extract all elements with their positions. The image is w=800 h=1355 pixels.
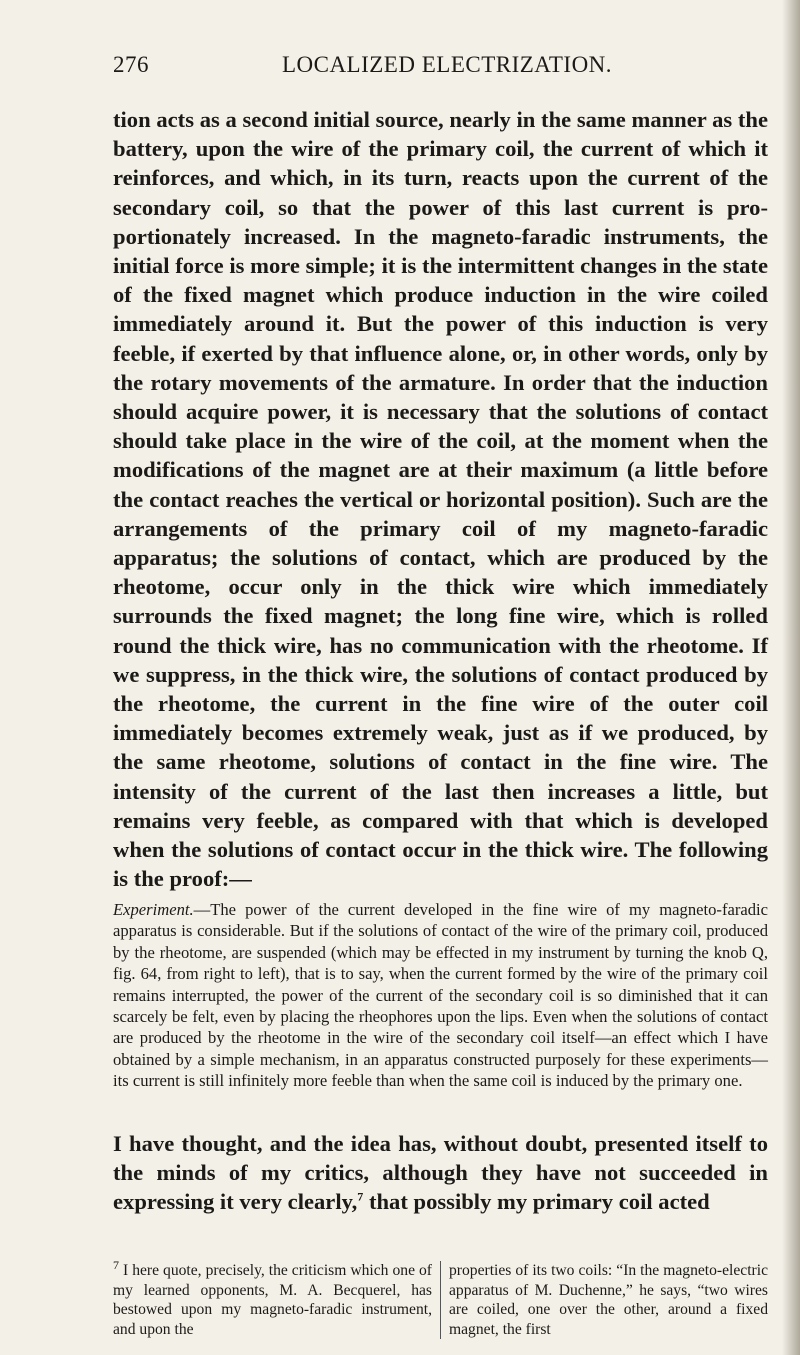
footnote-left-column	[113, 1257, 441, 1339]
footnote-right-text: properties of its two coils: “In the magneto-electric apparatus of M. Duchenne,” he says, “two wires are coiled, one over the other, around a fixed magnet, the first	[449, 1262, 768, 1338]
footnote-number: 7	[113, 1257, 119, 1272]
page-number: 276	[113, 52, 149, 77]
experiment-block	[113, 899, 768, 1092]
running-title: LOCALIZED ELECTRIZATION.	[281, 52, 613, 77]
footnote-reference: 7	[357, 1189, 364, 1204]
experiment-paragraph	[113, 899, 768, 1092]
closing-text-before: I have thought, and the idea has, without doubt, presented itself to the minds of my critics, although they have not succeeded in expressing it very clearly,	[113, 1130, 768, 1214]
closing-paragraph	[113, 1106, 768, 1239]
main-paragraph-text: tion acts as a second initial source, nearly in the same manner as the battery, upon the wire of the primary coil, the current of which it reinforces, and which, in its turn, reacts upon the current of the secondary coil, so that the power of this last current is proportionately increased. In the magneto-faradic instruments, the initial force is more simple; it is the intermittent changes in the state of the fixed magnet which produce induction in the wire coiled immediately around it. But the power of this induction is very feeble, if exerted by that influence alone, or, in other words, only by the rotary movements of the armature. In order that the induction should acquire power, it is necessary that the solutions of contact should take place in the wire of the coil, at the moment when the modifications of the magnet are at their maximum (a little before the contact reaches the vertical or horizontal position). Such are the arrangements of the primary coil of my magneto-faradic apparatus; the solutions of contact, which are produced by the rheotome, occur only in the thick wire which immediately surrounds the fixed magnet; the long fine wire, which is rolled round the thick wire, has no communication with the rheotome. If we suppress, in the thick wire, the solutions of contact produced by the rheotome, the current in the fine wire of the outer coil immediately becomes extremely weak, just as if we produced, by the same rheotome, solutions of contact in the fine wire. The intensity of the current of the last then increases a little, but remains very feeble, as compared with that which is developed when the solutions of contact occur in the thick wire. The following is the proof:—	[113, 107, 768, 892]
closing-paragraph-text	[113, 1129, 768, 1217]
footnote-right-column	[441, 1261, 768, 1339]
experiment-label: Experiment.	[113, 900, 194, 919]
main-paragraph	[113, 105, 768, 893]
experiment-text: —The power of the current developed in the fine wire of my magneto-faradic apparatus is considerable. But if the solutions of contact of the wire of the primary coil, produced by the rheotome, are suspended (which may be effected in my instrument by turning the knob Q, fig. 64, from right to left), that is to say, when the current formed by the wire of the primary coil remains interrupted, the power of the current of the secondary coil is so diminished that it can scarcely be felt, even by placing the rheophores upon the lips. Even when the solutions of contact are produced by the rheotome in the wire of the secondary coil itself—an effect which I have obtained by a simple mechanism, in an apparatus constructed purposely for these experiments—its current is still infinitely more feeble than when the same coil is induced by the primary one.	[113, 900, 768, 1091]
closing-text-after: that possibly my primary coil acted	[363, 1189, 710, 1214]
footnote-left-text: I here quote, precisely, the criticism which one of my learned opponents, M. A. Becquerel, has bestowed upon my magneto-faradic instrument, and upon the	[113, 1262, 432, 1338]
page-edge-shadow	[782, 0, 800, 1355]
footnote-block	[113, 1257, 768, 1339]
